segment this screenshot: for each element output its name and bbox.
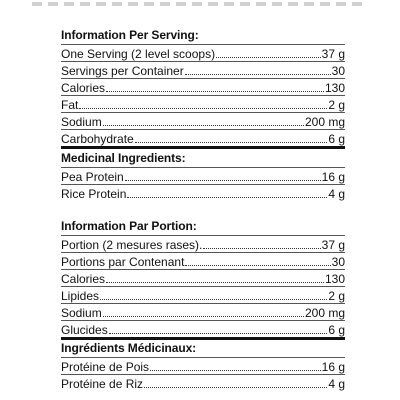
ingredient-row	[61, 357, 345, 374]
portion-row	[61, 286, 345, 303]
row-value: 130	[324, 81, 345, 95]
row-label: Portion (2 mesures rases).	[61, 238, 203, 252]
ingredient-row	[61, 374, 345, 391]
row-value: 200 mg	[304, 115, 345, 129]
row-label: Calories	[61, 272, 106, 286]
dot-leader	[216, 57, 321, 58]
ingredient-row	[61, 167, 345, 184]
serving-row	[61, 78, 345, 95]
dot-leader	[103, 316, 304, 317]
row-label: Rice Protein	[61, 187, 127, 201]
row-label: Lipides	[61, 289, 100, 303]
dot-leader	[185, 265, 330, 266]
row-label: Glucides	[61, 323, 108, 337]
medicinal-heading: Medicinal Ingredients:	[61, 151, 186, 165]
section-rule	[61, 146, 345, 149]
top-dashed-border	[32, 2, 368, 6]
row-value: 6 g	[328, 132, 345, 146]
medicinaux-heading: Ingrédients Médicinaux:	[61, 341, 197, 355]
dot-leader	[109, 333, 328, 334]
dot-leader	[150, 370, 321, 371]
portion-info-heading: Information Par Portion:	[61, 219, 197, 233]
row-label: Sodium	[61, 115, 102, 129]
dot-leader	[144, 387, 327, 388]
dot-leader	[100, 299, 327, 300]
dot-leader	[203, 248, 320, 249]
row-value: 200 mg	[304, 306, 345, 320]
row-label: Pea Protein	[61, 170, 124, 184]
row-value: 16 g	[321, 170, 345, 184]
serving-row	[61, 95, 345, 112]
dot-leader	[106, 282, 324, 283]
row-value: 30	[331, 255, 345, 269]
serving-row	[61, 129, 345, 146]
row-value: 30	[331, 64, 345, 78]
row-label: Protéine de Pois	[61, 360, 150, 374]
serving-row	[61, 61, 345, 78]
portion-row	[61, 303, 345, 320]
row-value: 4 g	[328, 187, 345, 201]
dot-leader	[79, 108, 327, 109]
row-value: 2 g	[328, 98, 345, 112]
row-value: 2 g	[328, 289, 345, 303]
row-label: Calories	[61, 81, 106, 95]
dot-leader	[135, 142, 328, 143]
row-value: 130	[324, 272, 345, 286]
row-label: Portions par Contenant	[61, 255, 185, 269]
serving-row	[61, 112, 345, 129]
dot-leader	[185, 74, 331, 75]
row-label: Servings per Container	[61, 64, 184, 78]
section-rule	[61, 337, 345, 340]
portion-row	[61, 252, 345, 269]
row-label: Sodium	[61, 306, 102, 320]
portion-row	[61, 235, 345, 252]
serving-info-heading: Information Per Serving:	[61, 28, 199, 42]
row-label: Protéine de Riz	[61, 377, 144, 391]
dot-leader	[106, 91, 324, 92]
row-label: Fat	[61, 98, 79, 112]
row-value: 16 g	[321, 360, 345, 374]
portion-row	[61, 269, 345, 286]
row-value: 4 g	[328, 377, 345, 391]
ingredient-row	[61, 184, 345, 201]
row-label: One Serving (2 level scoops)	[61, 47, 216, 61]
serving-row	[61, 44, 345, 61]
row-value: 37 g	[321, 47, 345, 61]
portion-row	[61, 320, 345, 337]
dot-leader	[103, 125, 304, 126]
row-label: Carbohydrate	[61, 132, 134, 146]
row-value: 6 g	[328, 323, 345, 337]
row-value: 37 g	[321, 238, 345, 252]
dot-leader	[127, 197, 327, 198]
dot-leader	[125, 180, 321, 181]
